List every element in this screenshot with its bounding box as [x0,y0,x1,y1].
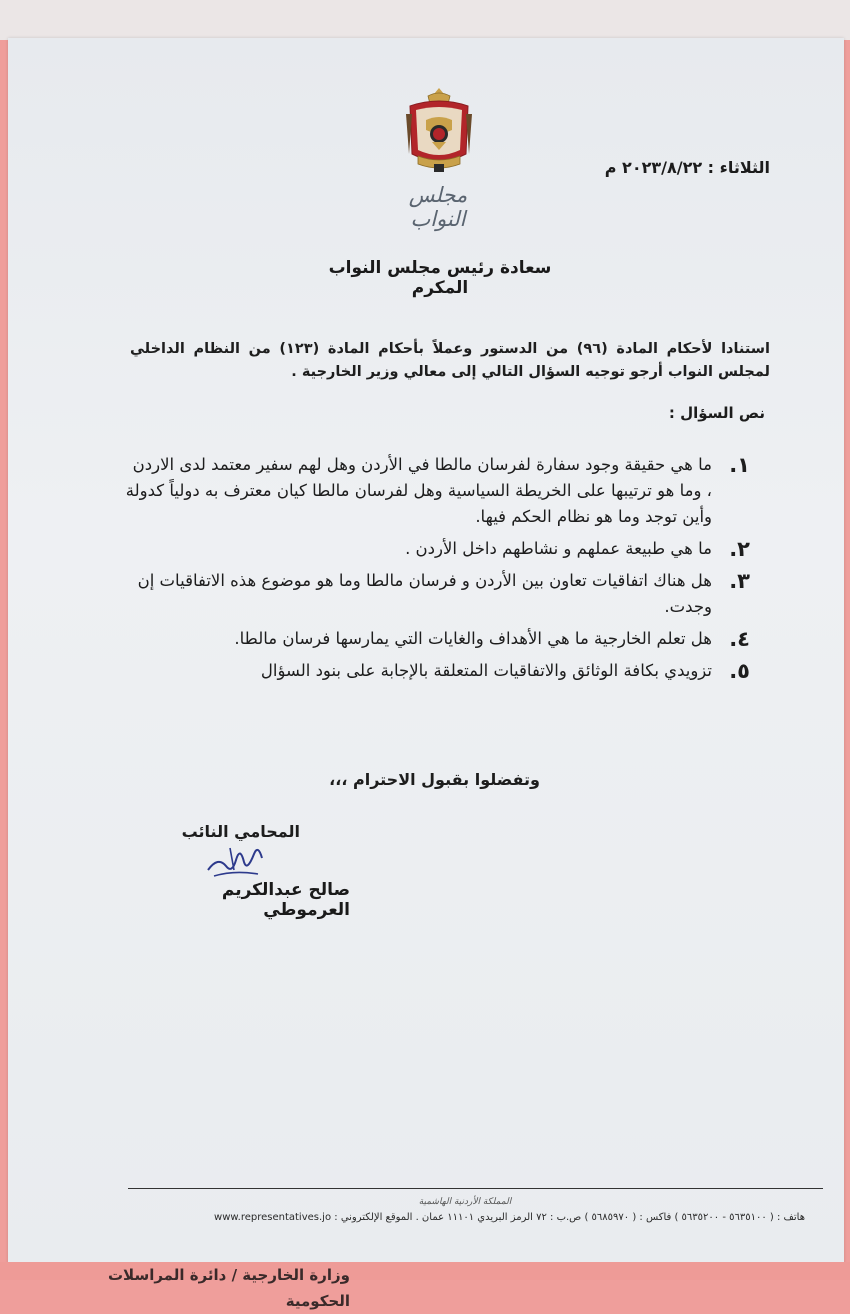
jordan-coat-of-arms-icon [404,84,474,176]
intro-paragraph: استنادا لأحكام المادة (٩٦) من الدستور وعملاً بأحكام المادة (١٢٣) من النظام الداخلي لمجلس النواب أرجو توجيه السؤال التالي إلى معالي وزير الخارجية . [130,341,770,380]
question-item [125,452,750,530]
background-surface [0,0,850,40]
signature-title: المحامي النائب [181,822,300,841]
salutation-heading: سعادة رئيس مجلس النواب المكرم [328,258,552,298]
footer-contact-line [150,1212,805,1223]
question-text: تزويدي بكافة الوثائق والاتفاقيات المتعلقة بالإجابة على بنود السؤال [260,661,712,680]
question-number: ٣. [729,569,750,593]
footer-kingdom-mark: المملكة الأردنية الهاشمية [418,1197,512,1207]
footer-divider [128,1188,823,1189]
questions-header: نص السؤال : [668,404,765,422]
question-number: ٤. [729,627,750,651]
question-number: ٥. [729,659,750,683]
signatory-name: صالح عبدالكريم العرموطي [221,880,350,920]
document-date: الثلاثاء : ٢٠٢٣/٨/٢٢ م [604,158,770,177]
question-item [125,626,750,652]
question-text: ما هي حقيقة وجود سفارة لفرسان مالطا في الأردن وهل لهم سفير معتمد لدى الاردن ، وما هو ترتيبها على الخريطة السياسية وهل لفرسان مالطا كيان معترف به دولياً كدولة وأين توجد وما هو نظام الحكم فيها. [125,455,712,526]
handwritten-signature-icon [200,836,270,882]
question-item [125,568,750,620]
question-text: ما هي طبيعة عملهم و نشاطهم داخل الأردن . [405,539,712,558]
question-text: هل هناك اتفاقيات تعاون بين الأردن و فرسان مالطا وما هو موضوع هذه الاتفاقيات إن وجدت. [137,571,712,616]
footer-website-link[interactable]: www.representatives.jo [214,1212,332,1223]
questions-list [125,452,750,690]
council-logo: مجلس النواب [408,183,468,231]
closing-line: وتفضلوا بقبول الاحترام ،،، [329,770,540,789]
question-item [125,536,750,562]
question-number: ١. [729,453,750,477]
footer-contact-text: هاتف : ( ٥٦٣٥١٠٠ - ٥٦٣٥٢٠٠ ) فاكس : ( ٥٦٨٥٩٧٠ ) ص.ب : ٧٢ الرمز البريدي ١١١٠١ عمان . الموقع الإلكتروني : [334,1212,805,1223]
question-item [125,658,750,684]
background-document-text: وزارة الخارجية / دائرة المراسلات الحكومية [107,1266,350,1310]
question-text: هل تعلم الخارجية ما هي الأهداف والغايات التي يمارسها فرسان مالطا. [234,629,712,648]
question-number: ٢. [729,537,750,561]
